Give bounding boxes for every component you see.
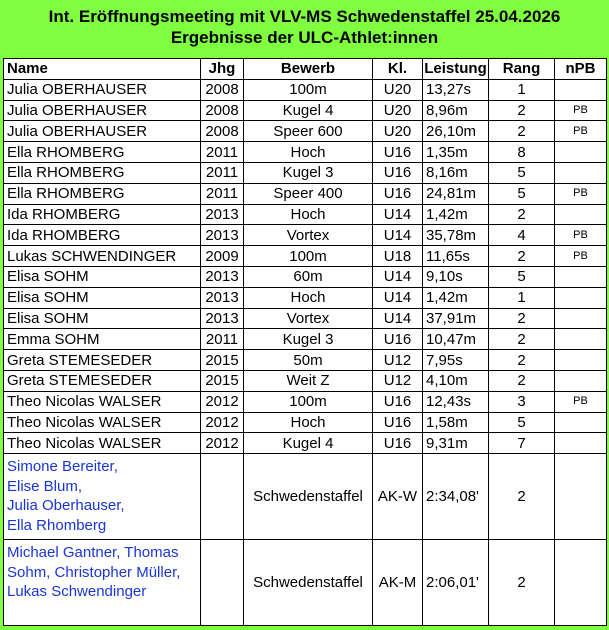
cell-kl: U12 (373, 370, 423, 391)
col-header-kl: Kl. (373, 59, 423, 80)
table-row (4, 329, 607, 350)
cell-kl: U16 (373, 433, 423, 454)
cell-kl: U16 (373, 183, 423, 204)
header-row (4, 59, 607, 80)
cell-npb (555, 433, 607, 454)
cell-rang: 5 (489, 183, 555, 204)
cell-jhg: 2012 (201, 391, 244, 412)
cell-rang: 5 (489, 266, 555, 287)
cell-npb: PB (555, 225, 607, 246)
cell-bewerb: Weit Z (244, 370, 373, 391)
cell-npb: PB (555, 100, 607, 121)
cell-kl: U14 (373, 308, 423, 329)
cell-name: Elisa SOHM (4, 287, 201, 308)
cell-kl: U16 (373, 412, 423, 433)
cell-name: Julia OBERHAUSER (4, 79, 201, 100)
cell-leistung: 8,96m (423, 100, 489, 121)
cell-bewerb: Schwedenstaffel (244, 540, 373, 626)
cell-jhg: 2012 (201, 412, 244, 433)
cell-rang: 2 (489, 246, 555, 267)
cell-bewerb: 50m (244, 350, 373, 371)
cell-name: Theo Nicolas WALSER (4, 391, 201, 412)
cell-bewerb: 100m (244, 246, 373, 267)
cell-kl: U20 (373, 100, 423, 121)
cell-jhg: 2012 (201, 433, 244, 454)
cell-bewerb: Schwedenstaffel (244, 454, 373, 540)
cell-name: Ella RHOMBERG (4, 162, 201, 183)
cell-leistung: 1,58m (423, 412, 489, 433)
cell-rang: 2 (489, 204, 555, 225)
table-row (4, 204, 607, 225)
cell-bewerb: Kugel 3 (244, 162, 373, 183)
cell-npb (555, 412, 607, 433)
col-header-rang: Rang (489, 59, 555, 80)
table-row (4, 225, 607, 246)
cell-rang: 4 (489, 225, 555, 246)
cell-bewerb: Hoch (244, 204, 373, 225)
cell-kl: U16 (373, 142, 423, 163)
cell-leistung: 11,65s (423, 246, 489, 267)
cell-npb (555, 142, 607, 163)
cell-relay-team (4, 454, 201, 540)
cell-leistung: 26,10m (423, 121, 489, 142)
col-header-npb: nPB (555, 59, 607, 80)
cell-npb (555, 266, 607, 287)
cell-leistung: 12,43s (423, 391, 489, 412)
cell-jhg: 2011 (201, 142, 244, 163)
cell-name: Greta STEMESEDER (4, 370, 201, 391)
cell-leistung: 24,81m (423, 183, 489, 204)
cell-name: Elisa SOHM (4, 266, 201, 287)
cell-jhg (201, 454, 244, 540)
cell-name: Theo Nicolas WALSER (4, 433, 201, 454)
cell-relay-team (4, 540, 201, 626)
page-subtitle: Ergebnisse der ULC-Athlet:innen (170, 28, 439, 47)
col-header-jhg: Jhg (201, 59, 244, 80)
col-header-bewerb: Bewerb (244, 59, 373, 80)
table-row (4, 308, 607, 329)
cell-jhg: 2013 (201, 308, 244, 329)
cell-npb: PB (555, 183, 607, 204)
cell-rang: 2 (489, 100, 555, 121)
relay-member-line: Julia Oberhauser, (7, 497, 125, 515)
cell-jhg: 2015 (201, 350, 244, 371)
cell-jhg: 2008 (201, 100, 244, 121)
cell-kl: U14 (373, 204, 423, 225)
cell-rang: 2 (489, 308, 555, 329)
table-row (4, 79, 607, 100)
cell-name: Ida RHOMBERG (4, 204, 201, 225)
cell-kl: U14 (373, 287, 423, 308)
table-row (4, 183, 607, 204)
cell-kl: U12 (373, 350, 423, 371)
cell-leistung: 9,10s (423, 266, 489, 287)
cell-name: Ella RHOMBERG (4, 142, 201, 163)
col-header-name: Name (4, 59, 201, 80)
cell-kl: U20 (373, 79, 423, 100)
cell-leistung: 9,31m (423, 433, 489, 454)
cell-bewerb: Hoch (244, 412, 373, 433)
cell-kl: U18 (373, 246, 423, 267)
cell-bewerb: Speer 400 (244, 183, 373, 204)
cell-name: Theo Nicolas WALSER (4, 412, 201, 433)
cell-leistung: 7,95s (423, 350, 489, 371)
cell-npb (555, 540, 607, 626)
cell-leistung: 35,78m (423, 225, 489, 246)
page-title: Int. Eröffnungsmeeting mit VLV-MS Schwedenstaffel 25.04.2026 (48, 7, 561, 26)
col-header-leistung: Leistung (424, 60, 487, 78)
cell-npb (555, 350, 607, 371)
cell-name: Ella RHOMBERG (4, 183, 201, 204)
cell-rang: 1 (489, 79, 555, 100)
cell-name: Elisa SOHM (4, 308, 201, 329)
table-row (4, 100, 607, 121)
cell-rang: 8 (489, 142, 555, 163)
table-row (4, 142, 607, 163)
cell-rang: 2 (489, 329, 555, 350)
cell-jhg: 2011 (201, 329, 244, 350)
cell-rang: 2 (489, 454, 555, 540)
cell-jhg: 2013 (201, 225, 244, 246)
cell-jhg: 2008 (201, 121, 244, 142)
cell-kl: U16 (373, 329, 423, 350)
cell-name: Julia OBERHAUSER (4, 100, 201, 121)
cell-name: Greta STEMESEDER (4, 350, 201, 371)
cell-npb (555, 162, 607, 183)
table-row (4, 162, 607, 183)
table-row (4, 121, 607, 142)
cell-npb (555, 79, 607, 100)
cell-rang: 2 (489, 370, 555, 391)
cell-name: Emma SOHM (4, 329, 201, 350)
cell-leistung: 13,27s (423, 79, 489, 100)
cell-name: Julia OBERHAUSER (4, 121, 201, 142)
cell-npb: PB (555, 391, 607, 412)
cell-leistung: 8,16m (423, 162, 489, 183)
table-row (4, 391, 607, 412)
cell-rang: 1 (489, 287, 555, 308)
cell-npb (555, 329, 607, 350)
cell-jhg: 2013 (201, 204, 244, 225)
cell-jhg: 2009 (201, 246, 244, 267)
table-row (4, 370, 607, 391)
cell-rang: 2 (489, 350, 555, 371)
cell-leistung: 1,42m (423, 204, 489, 225)
cell-leistung: 2:06,01' (423, 540, 489, 626)
cell-npb (555, 370, 607, 391)
cell-name: Lukas SCHWENDINGER (4, 246, 201, 267)
relay-member-line: Michael Gantner, Thomas (7, 544, 179, 562)
cell-rang: 3 (489, 391, 555, 412)
relay-row (4, 540, 607, 626)
relay-member-line: Lukas Schwendinger (7, 583, 147, 601)
cell-kl: AK-W (373, 454, 423, 540)
cell-npb: PB (555, 121, 607, 142)
cell-bewerb: Vortex (244, 225, 373, 246)
results-table (3, 58, 607, 626)
cell-bewerb: Hoch (244, 287, 373, 308)
cell-jhg: 2011 (201, 183, 244, 204)
cell-bewerb: 60m (244, 266, 373, 287)
cell-jhg: 2013 (201, 287, 244, 308)
cell-leistung: 1,35m (423, 142, 489, 163)
cell-kl: U20 (373, 121, 423, 142)
table-row (4, 266, 607, 287)
table-row (4, 246, 607, 267)
cell-bewerb: Speer 600 (244, 121, 373, 142)
table-row (4, 433, 607, 454)
cell-jhg: 2011 (201, 162, 244, 183)
cell-bewerb: Hoch (244, 142, 373, 163)
cell-rang: 5 (489, 412, 555, 433)
relay-member-line: Sohm, Christopher Müller, (7, 563, 181, 581)
cell-leistung: 10,47m (423, 329, 489, 350)
cell-npb (555, 287, 607, 308)
cell-kl: U14 (373, 225, 423, 246)
cell-rang: 7 (489, 433, 555, 454)
table-row (4, 350, 607, 371)
cell-jhg: 2015 (201, 370, 244, 391)
cell-leistung: 1,42m (423, 287, 489, 308)
cell-kl: AK-M (373, 540, 423, 626)
cell-npb (555, 204, 607, 225)
cell-name: Ida RHOMBERG (4, 225, 201, 246)
cell-leistung: 37,91m (423, 308, 489, 329)
relay-member-line: Ella Rhomberg (7, 516, 107, 534)
cell-jhg (201, 540, 244, 626)
cell-npb: PB (555, 246, 607, 267)
cell-leistung: 2:34,08' (423, 454, 489, 540)
cell-bewerb: Kugel 4 (244, 433, 373, 454)
cell-kl: U16 (373, 162, 423, 183)
cell-rang: 5 (489, 162, 555, 183)
table-row (4, 412, 607, 433)
cell-kl: U16 (373, 391, 423, 412)
cell-rang: 2 (489, 121, 555, 142)
table-row (4, 287, 607, 308)
cell-jhg: 2008 (201, 79, 244, 100)
relay-member-line: Elise Blum, (7, 477, 83, 495)
cell-leistung: 4,10m (423, 370, 489, 391)
cell-bewerb: Kugel 4 (244, 100, 373, 121)
cell-jhg: 2013 (201, 266, 244, 287)
relay-member-line: Simone Bereiter, (7, 458, 118, 476)
cell-npb (555, 308, 607, 329)
cell-bewerb: 100m (244, 79, 373, 100)
cell-bewerb: Kugel 3 (244, 329, 373, 350)
cell-kl: U14 (373, 266, 423, 287)
cell-rang: 2 (489, 540, 555, 626)
cell-bewerb: 100m (244, 391, 373, 412)
cell-npb (555, 454, 607, 540)
relay-row (4, 454, 607, 540)
cell-bewerb: Vortex (244, 308, 373, 329)
